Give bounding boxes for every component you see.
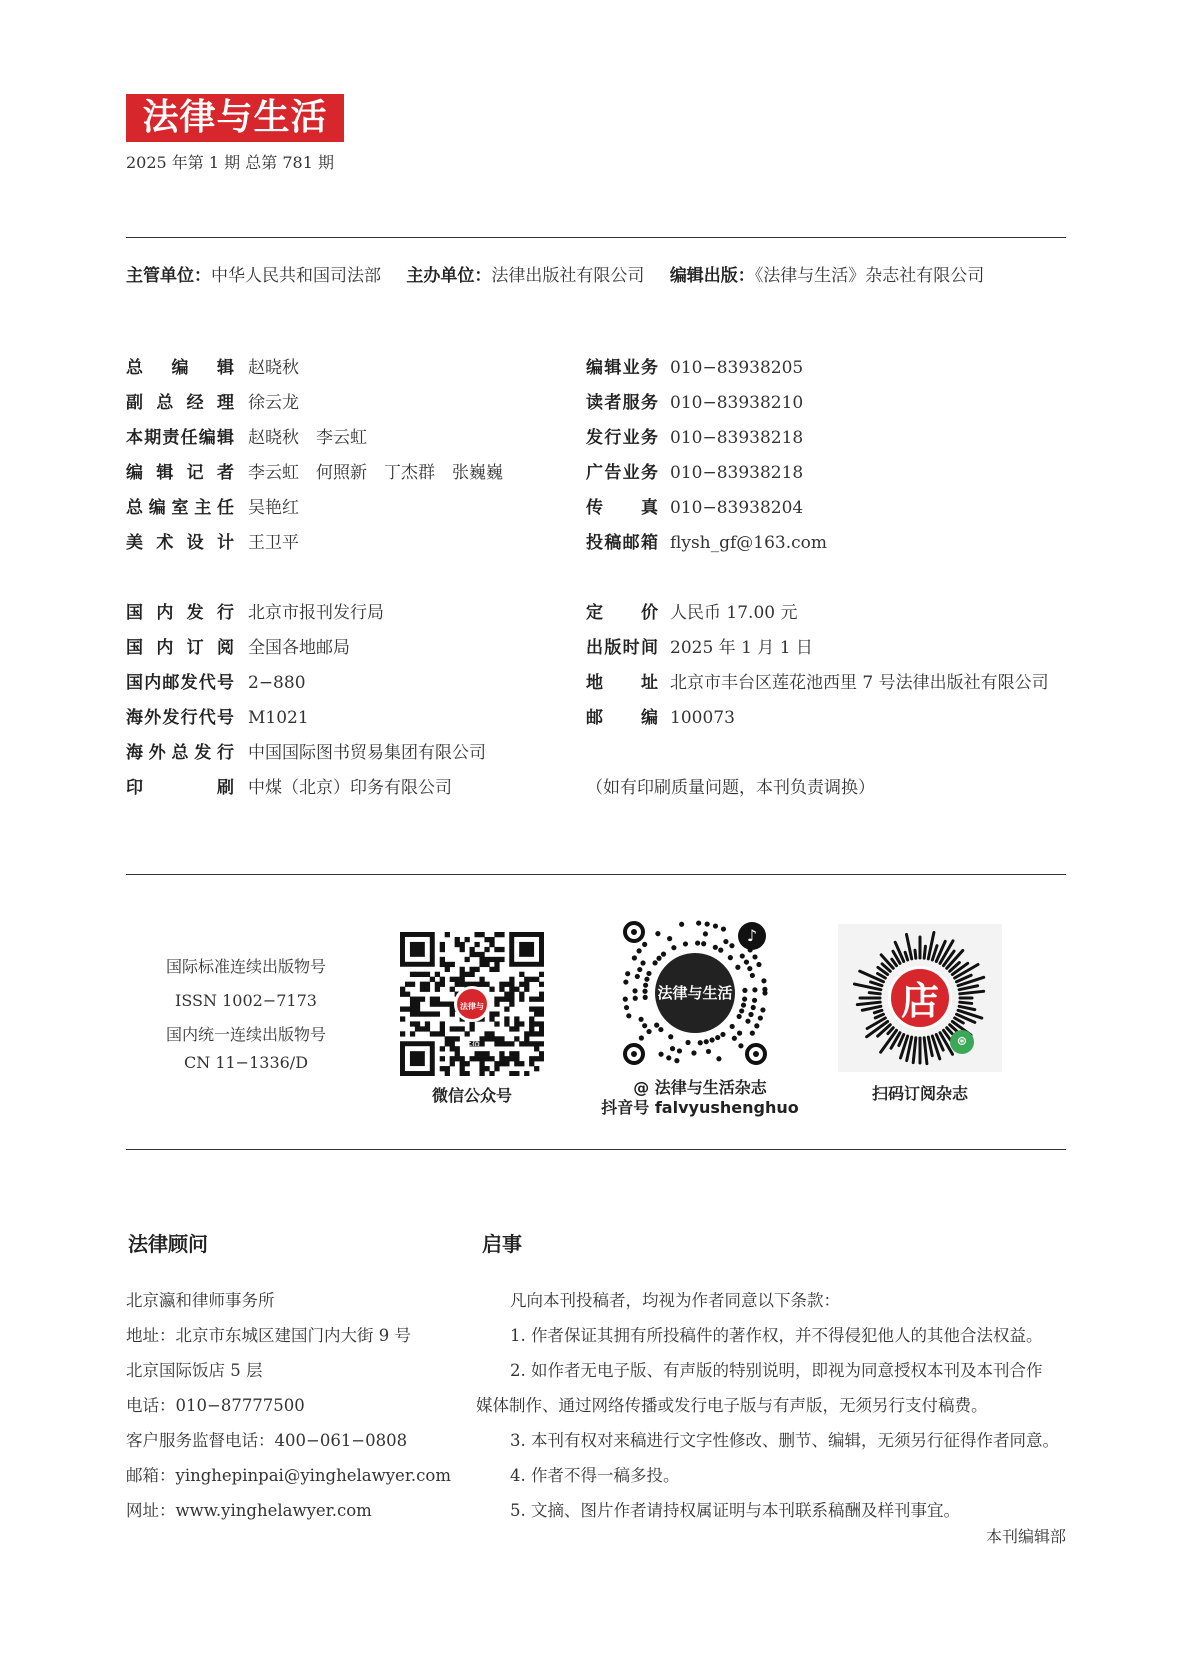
contact-row: 投稿邮箱 flysh_gf@163.com <box>586 533 828 553</box>
shop-caption: 扫码订阅杂志 <box>871 1084 968 1103</box>
notice-title: 启事 <box>482 1232 522 1256</box>
shop-badge: 店 <box>888 966 952 1030</box>
douyin-qr-code[interactable] <box>620 918 770 1068</box>
douyin-badge: 法律与生活 <box>655 953 735 1033</box>
notice-intro: 凡向本刊投稿者，均视为作者同意以下条款： <box>510 1291 840 1310</box>
contact-row: 编辑业务 010−83938205 <box>586 358 804 378</box>
issn-label: 国际标准连续出版物号 <box>165 957 326 976</box>
staff-row: 总编室主任 吴艳红 <box>126 498 299 518</box>
print-note: （如有印刷质量问题，本刊负责调换） <box>586 778 875 798</box>
distribution-row: 印刷 中煤（北京）印务有限公司 <box>126 778 452 798</box>
sponsor-host: 主办单位：法律出版社有限公司 <box>406 266 645 286</box>
counsel-line: 北京国际饭店 5 层 <box>126 1361 263 1380</box>
distribution-row <box>586 741 1049 776</box>
cn-label: 国内统一连续出版物号 <box>165 1025 326 1044</box>
notice-item-continued: 媒体制作、通过网络传播或发行电子版与有声版，无须另行支付稿费。 <box>476 1396 988 1415</box>
cn-number: CN 11−1336/D <box>183 1053 309 1072</box>
staff-row: 美术设计 王卫平 <box>126 533 299 553</box>
distribution-row: 国内订阅 全国各地邮局 <box>126 638 350 658</box>
notice-item: 3. 本刊有权对来稿进行文字性修改、删节、编辑，无须另行征得作者同意。 <box>510 1431 1059 1450</box>
divider-bottom <box>126 1149 1066 1150</box>
notice-item: 2. 如作者无电子版、有声版的特别说明，即视为同意授权本刊及本刊合作 <box>510 1361 1043 1380</box>
distribution-row: 海外发行代号 M1021 <box>126 708 309 728</box>
shop-qr-code[interactable] <box>838 924 1002 1072</box>
notice-item: 4. 作者不得一稿多投。 <box>510 1466 680 1485</box>
counsel-line: 电话：010−87777500 <box>126 1396 305 1415</box>
legal-counsel-details <box>126 1283 451 1528</box>
magazine-logo: 法律与生活 <box>126 94 344 142</box>
issn-number: ISSN 1002−7173 <box>175 991 317 1010</box>
notice-item: 1. 作者保证其拥有所投稿件的著作权，并不得侵犯他人的其他合法权益。 <box>510 1326 1043 1345</box>
issue-number: 2025 年第 1 期 总第 781 期 <box>126 153 334 172</box>
sponsor-publisher: 编辑出版：《法律与生活》杂志社有限公司 <box>669 266 985 286</box>
douyin-caption-id: 抖音号 falvyushenghuo <box>601 1098 799 1117</box>
staff-row: 副总经理 徐云龙 <box>126 393 299 413</box>
distribution-list-right <box>586 601 1049 811</box>
distribution-row: 出版时间 2025 年 1 月 1 日 <box>586 638 813 658</box>
notice-signature: 本刊编辑部 <box>985 1527 1066 1546</box>
counsel-line: 客户服务监督电话：400−061−0808 <box>126 1431 408 1450</box>
distribution-row: 地址 北京市丰台区莲花池西里 7 号法律出版社有限公司 <box>586 673 1049 693</box>
contact-row: 广告业务 010−83938218 <box>586 463 804 483</box>
distribution-list-left <box>126 601 486 811</box>
divider-top <box>126 237 1066 238</box>
staff-list-left <box>126 356 503 566</box>
legal-counsel-title: 法律顾问 <box>128 1232 208 1256</box>
miniprogram-icon: ⊛ <box>950 1030 974 1054</box>
counsel-line: 北京瀛和律师事务所 <box>126 1291 275 1310</box>
notice-body <box>476 1283 1076 1528</box>
distribution-row: 邮编 100073 <box>586 708 735 728</box>
counsel-line: 邮箱：yinghepinpai@yinghelawyer.com <box>126 1466 451 1485</box>
sponsor-line <box>126 261 1004 286</box>
counsel-line: 网址：www.yinghelawyer.com <box>126 1501 372 1520</box>
contact-row: 发行业务 010−83938218 <box>586 428 804 448</box>
distribution-row: 国内邮发代号 2−880 <box>126 673 306 693</box>
contact-row: 读者服务 010−83938210 <box>586 393 804 413</box>
notice-item: 5. 文摘、图片作者请持权属证明与本刊联系稿酬及样刊事宜。 <box>510 1501 960 1520</box>
sponsor-supervisor: 主管单位：中华人民共和国司法部 <box>126 266 381 286</box>
staff-row: 本期责任编辑 赵晓秋 李云虹 <box>126 428 367 448</box>
tiktok-icon: ♪ <box>738 922 766 950</box>
counsel-line: 地址：北京市东城区建国门内大街 9 号 <box>126 1326 411 1345</box>
issn-block <box>126 953 366 1077</box>
contact-row: 传真 010−83938204 <box>586 498 804 518</box>
distribution-row: 国内发行 北京市报刊发行局 <box>126 603 384 623</box>
divider-middle <box>126 874 1066 875</box>
wechat-caption: 微信公众号 <box>431 1086 512 1105</box>
distribution-row: 定价 人民币 17.00 元 <box>586 603 798 623</box>
staff-row: 总编辑 赵晓秋 <box>126 358 299 378</box>
staff-row: 编辑记者 李云虹 何照新 丁杰群 张巍巍 <box>126 463 503 483</box>
douyin-caption-handle: @ 法律与生活杂志 <box>633 1078 767 1097</box>
wechat-qr-code[interactable] <box>400 932 544 1076</box>
wechat-badge: 法律与生活 <box>454 986 490 1022</box>
distribution-row: 海外总发行 中国国际图书贸易集团有限公司 <box>126 743 486 763</box>
staff-list-right <box>586 356 827 566</box>
